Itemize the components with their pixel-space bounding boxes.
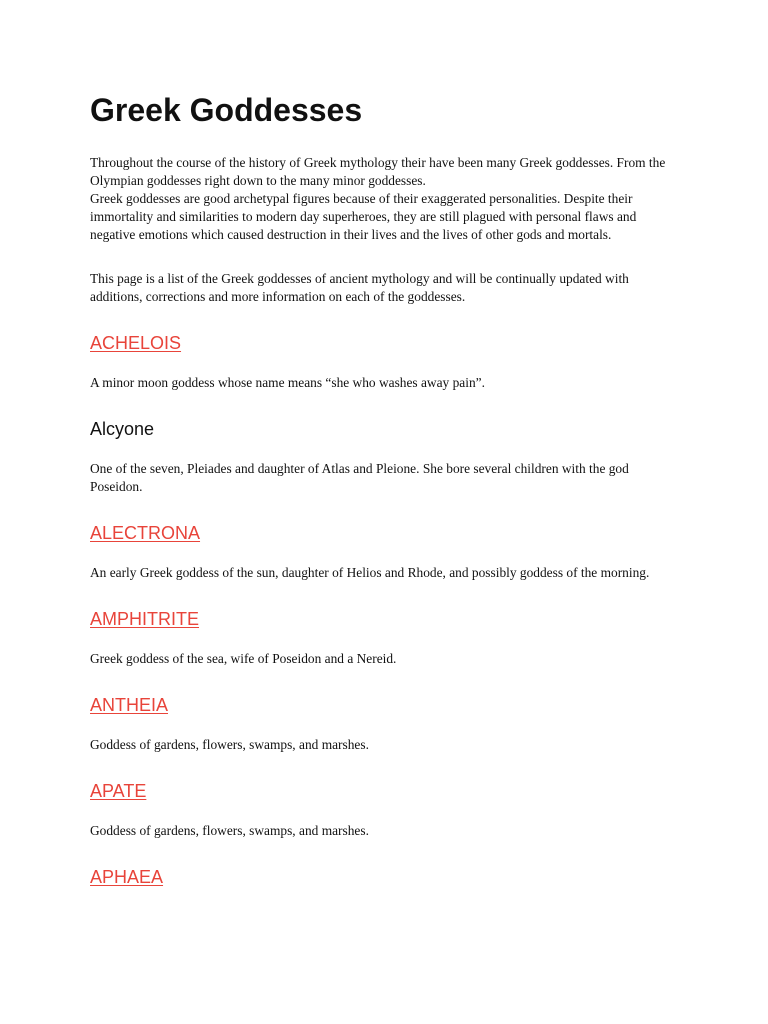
entry-description-alcyone: One of the seven, Pleiades and daughter of Atlas and Pleione. She bore several children with the god Poseidon. xyxy=(90,461,629,494)
entry-description-antheia: Goddess of gardens, flowers, swamps, and marshes. xyxy=(90,737,369,752)
entry-description-apate: Goddess of gardens, flowers, swamps, and marshes. xyxy=(90,823,369,838)
intro-paragraph-3: This page is a list of the Greek goddesses of ancient mythology and will be continually updated with additions, corrections and more information on each of the goddesses. xyxy=(90,271,629,304)
entry-description-amphitrite: Greek goddess of the sea, wife of Poseidon and a Nereid. xyxy=(90,651,397,666)
entry-apate xyxy=(90,780,680,840)
entry-description-alectrona: An early Greek goddess of the sun, daughter of Helios and Rhode, and possibly goddess of the morning. xyxy=(90,565,650,580)
entry-description-achelois: A minor moon goddess whose name means “she who washes away pain”. xyxy=(90,375,485,390)
entry-alectrona xyxy=(90,522,680,582)
entry-heading-link-achelois[interactable]: ACHELOIS xyxy=(90,333,182,353)
entry-amphitrite xyxy=(90,608,680,668)
intro-paragraph-1: Throughout the course of the history of Greek mythology their have been many Greek goddesses. From the Olympian goddesses right down to the many minor goddesses. xyxy=(90,155,666,188)
entry-heading-link-antheia[interactable]: ANTHEIA xyxy=(90,695,169,715)
entry-heading-link-apate[interactable]: APATE xyxy=(90,781,147,801)
entry-aphaea xyxy=(90,866,680,888)
entry-heading-link-alectrona[interactable]: ALECTRONA xyxy=(90,523,201,543)
page-title: Greek Goddesses xyxy=(90,92,363,128)
entry-heading-link-aphaea[interactable]: APHAEA xyxy=(90,867,164,887)
entry-antheia xyxy=(90,694,680,754)
entry-achelois xyxy=(90,332,680,392)
intro-paragraph-2: Greek goddesses are good archetypal figures because of their exaggerated personalities. Despite their immortality and similarities to modern day superheroes, they are still plagued with personal flaws and negative emotions which caused destruction in their lives and the lives of other gods and mortals. xyxy=(90,191,637,242)
document-page xyxy=(90,90,680,888)
entry-alcyone xyxy=(90,418,680,496)
entry-heading-link-amphitrite[interactable]: AMPHITRITE xyxy=(90,609,200,629)
entry-heading-alcyone: Alcyone xyxy=(90,419,155,439)
